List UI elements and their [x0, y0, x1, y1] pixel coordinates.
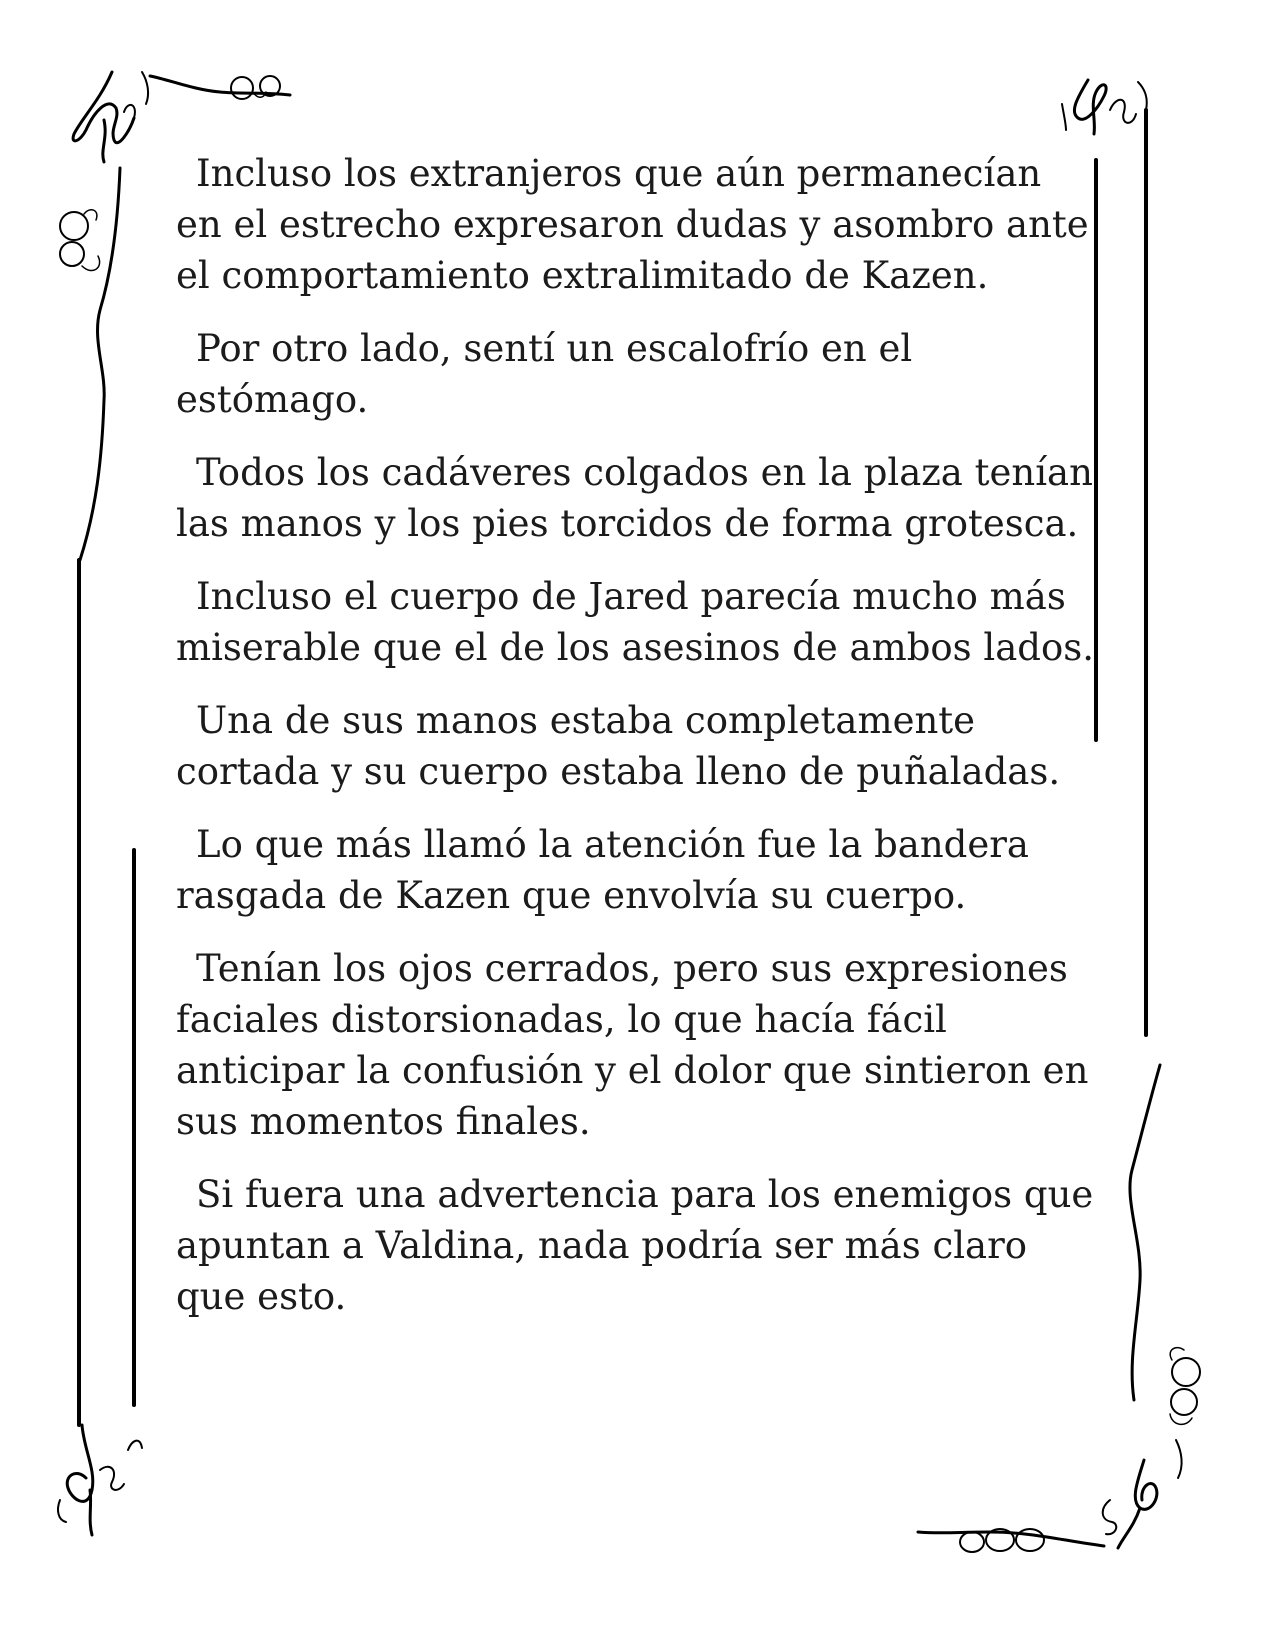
left-vine-flourish-icon — [60, 168, 120, 560]
bottom-left-flourish-icon — [58, 1425, 142, 1535]
right-vine-flourish-icon — [1130, 1065, 1200, 1424]
paragraph: Por otro lado, sentí un escalofrío en el estómago. — [176, 327, 913, 421]
paragraph: Una de sus manos estaba completamente cortada y su cuerpo estaba lleno de puñaladas. — [176, 699, 1061, 793]
paragraph: Incluso los extranjeros que aún permanecían en el estrecho expresaron dudas y asombro ante el comportamiento extralimitado de Kazen. — [176, 152, 1089, 297]
top-right-flourish-icon — [1062, 80, 1147, 134]
paragraph: Incluso el cuerpo de Jared parecía mucho más miserable que el de los asesinos de ambos lados. — [176, 575, 1095, 669]
paragraph: Tenían los ojos cerrados, pero sus expresiones faciales distorsionadas, lo que hacía fácil anticipar la confusión y el dolor que sintieron en sus momentos finales. — [176, 947, 1089, 1143]
bottom-right-flourish-icon — [918, 1440, 1182, 1552]
paragraph: Lo que más llamó la atención fue la bandera rasgada de Kazen que envolvía su cuerpo. — [176, 823, 1029, 917]
paragraph: Si fuera una advertencia para los enemigos que apuntan a Valdina, nada podría ser más claro que esto. — [176, 1173, 1094, 1318]
paragraph: Todos los cadáveres colgados en la plaza tenían las manos y los pies torcidos de forma grotesca. — [176, 451, 1093, 545]
body-text — [176, 148, 1096, 1344]
